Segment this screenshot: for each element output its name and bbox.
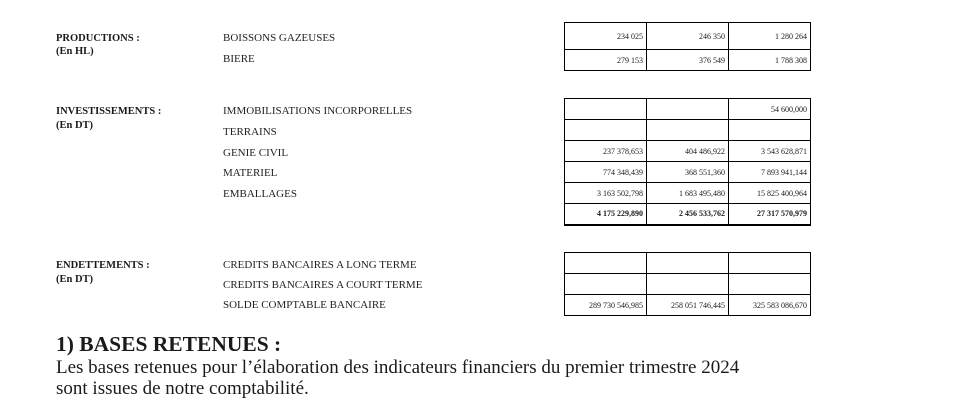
endettements-unit: (En DT)	[56, 274, 94, 285]
table-cell: 1 280 264	[729, 23, 811, 50]
endettements-title: ENDETTEMENTS :	[56, 260, 150, 271]
table-cell: 368 551,360	[647, 162, 729, 183]
productions-label-boissons: BOISSONS GAZEUSES	[223, 32, 336, 44]
productions-table	[564, 22, 811, 71]
table-row	[565, 295, 811, 316]
table-cell: 279 153	[565, 50, 647, 71]
table-row	[565, 141, 811, 162]
endettements-table	[564, 252, 811, 316]
table-row	[565, 23, 811, 50]
endettements-label-long-terme: CREDITS BANCAIRES A LONG TERME	[223, 259, 417, 271]
investissements-label-terrains: TERRAINS	[223, 126, 277, 138]
table-cell	[647, 99, 729, 120]
table-cell: 3 163 502,798	[565, 183, 647, 204]
table-cell	[565, 120, 647, 141]
investissements-table	[564, 98, 811, 226]
bases-text-line1: Les bases retenues pour l’élaboration des indicateurs financiers du premier trimestre 2024	[56, 357, 740, 378]
table-cell: 1 788 308	[729, 50, 811, 71]
investissements-unit: (En DT)	[56, 120, 94, 131]
table-cell: 54 600,000	[729, 99, 811, 120]
bases-heading: 1) BASES RETENUES :	[56, 332, 282, 356]
table-row	[565, 253, 811, 274]
table-cell	[647, 274, 729, 295]
table-cell: 325 583 086,670	[729, 295, 811, 316]
investissements-label-materiel: MATERIEL	[223, 167, 278, 179]
table-row	[565, 183, 811, 204]
investissements-label-immobilisations: IMMOBILISATIONS INCORPORELLES	[223, 105, 413, 117]
table-cell	[565, 253, 647, 274]
table-total-row	[565, 204, 811, 225]
table-cell	[729, 120, 811, 141]
table-total-cell: 4 175 229,890	[565, 204, 647, 225]
endettements-label-court-terme: CREDITS BANCAIRES A COURT TERME	[223, 279, 423, 291]
table-cell: 774 348,439	[565, 162, 647, 183]
table-cell: 234 025	[565, 23, 647, 50]
investissements-label-genie-civil: GENIE CIVIL	[223, 147, 289, 159]
investissements-title: INVESTISSEMENTS :	[56, 106, 162, 117]
table-cell	[647, 253, 729, 274]
productions-title: PRODUCTIONS :	[56, 33, 140, 44]
table-row	[565, 162, 811, 183]
productions-label-biere: BIERE	[223, 53, 255, 65]
table-cell: 1 683 495,480	[647, 183, 729, 204]
table-total-cell: 2 456 533,762	[647, 204, 729, 225]
table-cell	[647, 120, 729, 141]
table-cell: 237 378,653	[565, 141, 647, 162]
table-cell: 15 825 400,964	[729, 183, 811, 204]
table-row	[565, 120, 811, 141]
table-cell	[565, 99, 647, 120]
table-cell	[729, 274, 811, 295]
table-cell	[565, 274, 647, 295]
productions-unit: (En HL)	[56, 46, 94, 57]
table-row	[565, 50, 811, 71]
table-cell: 404 486,922	[647, 141, 729, 162]
investissements-label-emballages: EMBALLAGES	[223, 188, 297, 200]
endettements-label-solde: SOLDE COMPTABLE BANCAIRE	[223, 299, 386, 311]
table-cell: 289 730 546,985	[565, 295, 647, 316]
table-cell: 7 893 941,144	[729, 162, 811, 183]
table-cell: 258 051 746,445	[647, 295, 729, 316]
bases-text-line2: sont issues de notre comptabilité.	[56, 378, 309, 399]
table-total-cell: 27 317 570,979	[729, 204, 811, 225]
table-cell	[729, 253, 811, 274]
table-cell: 3 543 628,871	[729, 141, 811, 162]
table-cell: 376 549	[647, 50, 729, 71]
table-row	[565, 274, 811, 295]
table-row	[565, 99, 811, 120]
table-cell: 246 350	[647, 23, 729, 50]
